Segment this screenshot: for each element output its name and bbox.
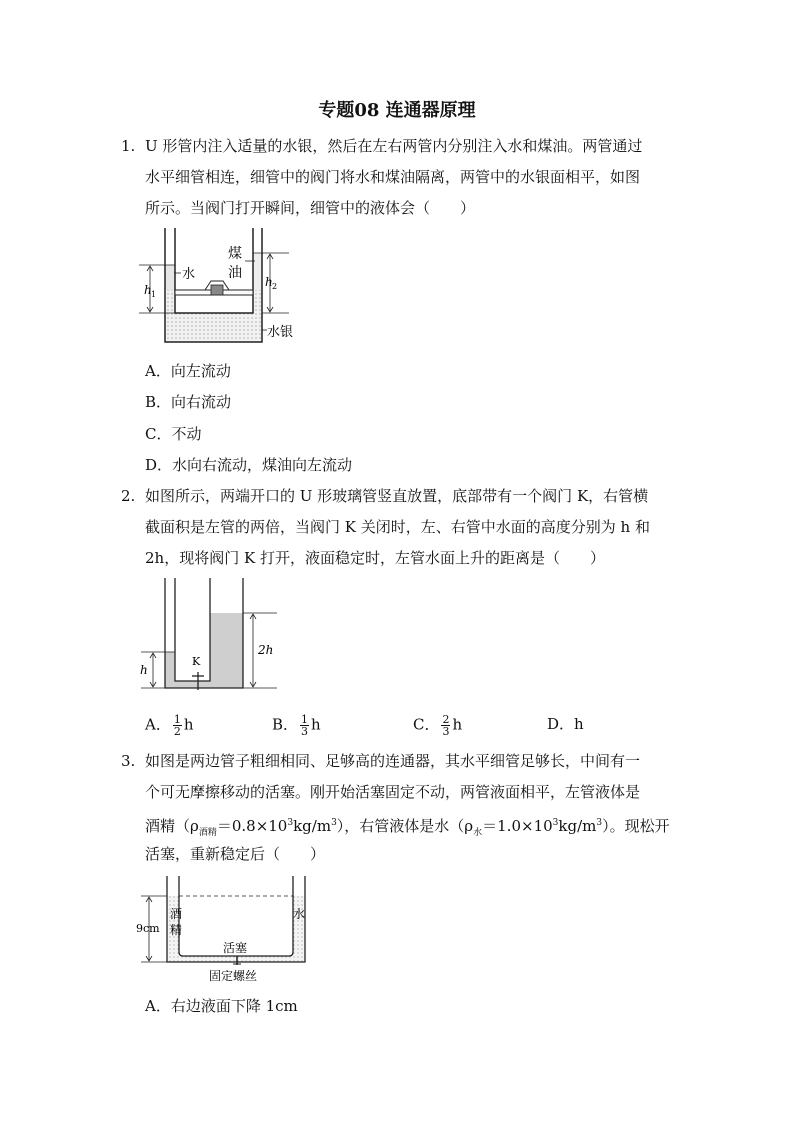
q2-option-c-label: C． — [413, 715, 440, 734]
q2-option-d-label: D． — [547, 715, 575, 733]
q1-option-c[interactable]: C．不动 — [145, 425, 202, 443]
q1-line-3: 所示。当阀门打开瞬间，细管中的液体会（ ） — [145, 199, 476, 217]
q1-water-label: 水 — [182, 267, 196, 282]
q2-option-d-text: h — [574, 715, 584, 733]
q2-option-b-label: B． — [272, 715, 299, 734]
q3-piston-label: 活塞 — [223, 941, 248, 955]
q3-line-4: 活塞，重新稳定后（ ） — [145, 845, 326, 863]
q2-line-2: 截面积是左管的两倍，当阀门 K 关闭时，左、右管中水面的高度分别为 h 和 — [145, 518, 650, 536]
q2-option-b-unit: h — [311, 715, 321, 734]
q2-option-c-unit: h — [452, 715, 463, 734]
page-title: 专题08 连通器原理 — [318, 100, 476, 121]
q1-kerosene-label-2: 油 — [228, 265, 242, 281]
q1-mercury-label: 水银 — [267, 325, 294, 340]
q3-line-2: 个可无摩擦移动的活塞。刚开始活塞固定不动，两管液面相平，左管液体是 — [145, 783, 641, 801]
q1-h2-sub: 2 — [272, 282, 278, 291]
q1-option-b[interactable]: B．向右流动 — [145, 393, 232, 411]
q2-option-c-denominator: 3 — [442, 725, 450, 738]
q2-option-c-numerator: 2 — [442, 713, 450, 726]
q2-figure — [135, 575, 285, 695]
q1-h1-sub: 1 — [151, 290, 157, 299]
q2-option-a[interactable] — [145, 714, 194, 737]
q2-option-c-fraction — [441, 714, 450, 737]
q2-option-a-denominator: 2 — [173, 725, 181, 738]
q2-option-b-numerator: 1 — [301, 713, 309, 726]
q2-option-b[interactable] — [272, 714, 321, 737]
q3-line-1: 如图是两边管子粗细相同、足够高的连通器，其水平细管足够长，中间有一 — [145, 752, 641, 770]
q1-h2-label: h — [265, 275, 273, 289]
q2-option-c[interactable] — [413, 714, 462, 737]
q2-option-b-fraction — [300, 714, 309, 737]
q3-alcohol-label-1: 酒 — [170, 907, 183, 921]
q2-option-a-fraction — [173, 714, 182, 737]
q2-h-label: h — [140, 663, 148, 677]
q2-number: 2. — [121, 487, 136, 505]
q1-kerosene-label-1: 煤 — [228, 246, 242, 262]
q1-option-d[interactable]: D．水向右流动，煤油向左流动 — [145, 456, 353, 474]
q3-line-3: 酒精$(\rho_{酒精}=0.8\times 10^3kg/m^3)$，右管液体是水$(\rho_水=1.0\times 10^3kg/m^3)$。现松开 — [145, 817, 670, 838]
q3-height-label: 9cm — [136, 922, 160, 935]
q2-option-a-label: A． — [145, 715, 171, 734]
q3-figure — [133, 872, 318, 990]
q2-line-3: 2h，现将阀门 K 打开，液面稳定时，左管水面上升的距离是（ ） — [145, 549, 605, 567]
q2-option-a-unit: h — [183, 715, 194, 734]
q2-2h-label: 2h — [258, 643, 274, 657]
q1-h1-label: h — [144, 283, 152, 297]
q2-option-d[interactable] — [547, 714, 584, 734]
q3-water-label: 水 — [293, 907, 306, 921]
q2-option-b-denominator: 3 — [301, 725, 309, 738]
q2-option-a-numerator: 1 — [173, 713, 181, 726]
q3-alcohol-label-2: 精 — [170, 923, 183, 937]
q1-figure — [135, 225, 305, 350]
q1-option-a[interactable]: A．向左流动 — [145, 362, 231, 380]
q3-screw-label: 固定螺丝 — [209, 969, 258, 983]
q1-number: 1. — [121, 137, 136, 155]
q2-line-1: 如图所示，两端开口的 U 形玻璃管竖直放置，底部带有一个阀门 K，右管横 — [145, 487, 649, 505]
q3-number: 3. — [121, 752, 136, 770]
q3-option-a[interactable]: A．右边液面下降 1cm — [145, 997, 298, 1015]
q2-k-label: K — [192, 655, 201, 668]
q1-line-2: 水平细管相连，细管中的阀门将水和煤油隔离，两管中的水银面相平，如图 — [145, 168, 641, 186]
q1-line-1: U 形管内注入适量的水银，然后在左右两管内分别注入水和煤油。两管通过 — [145, 137, 643, 155]
